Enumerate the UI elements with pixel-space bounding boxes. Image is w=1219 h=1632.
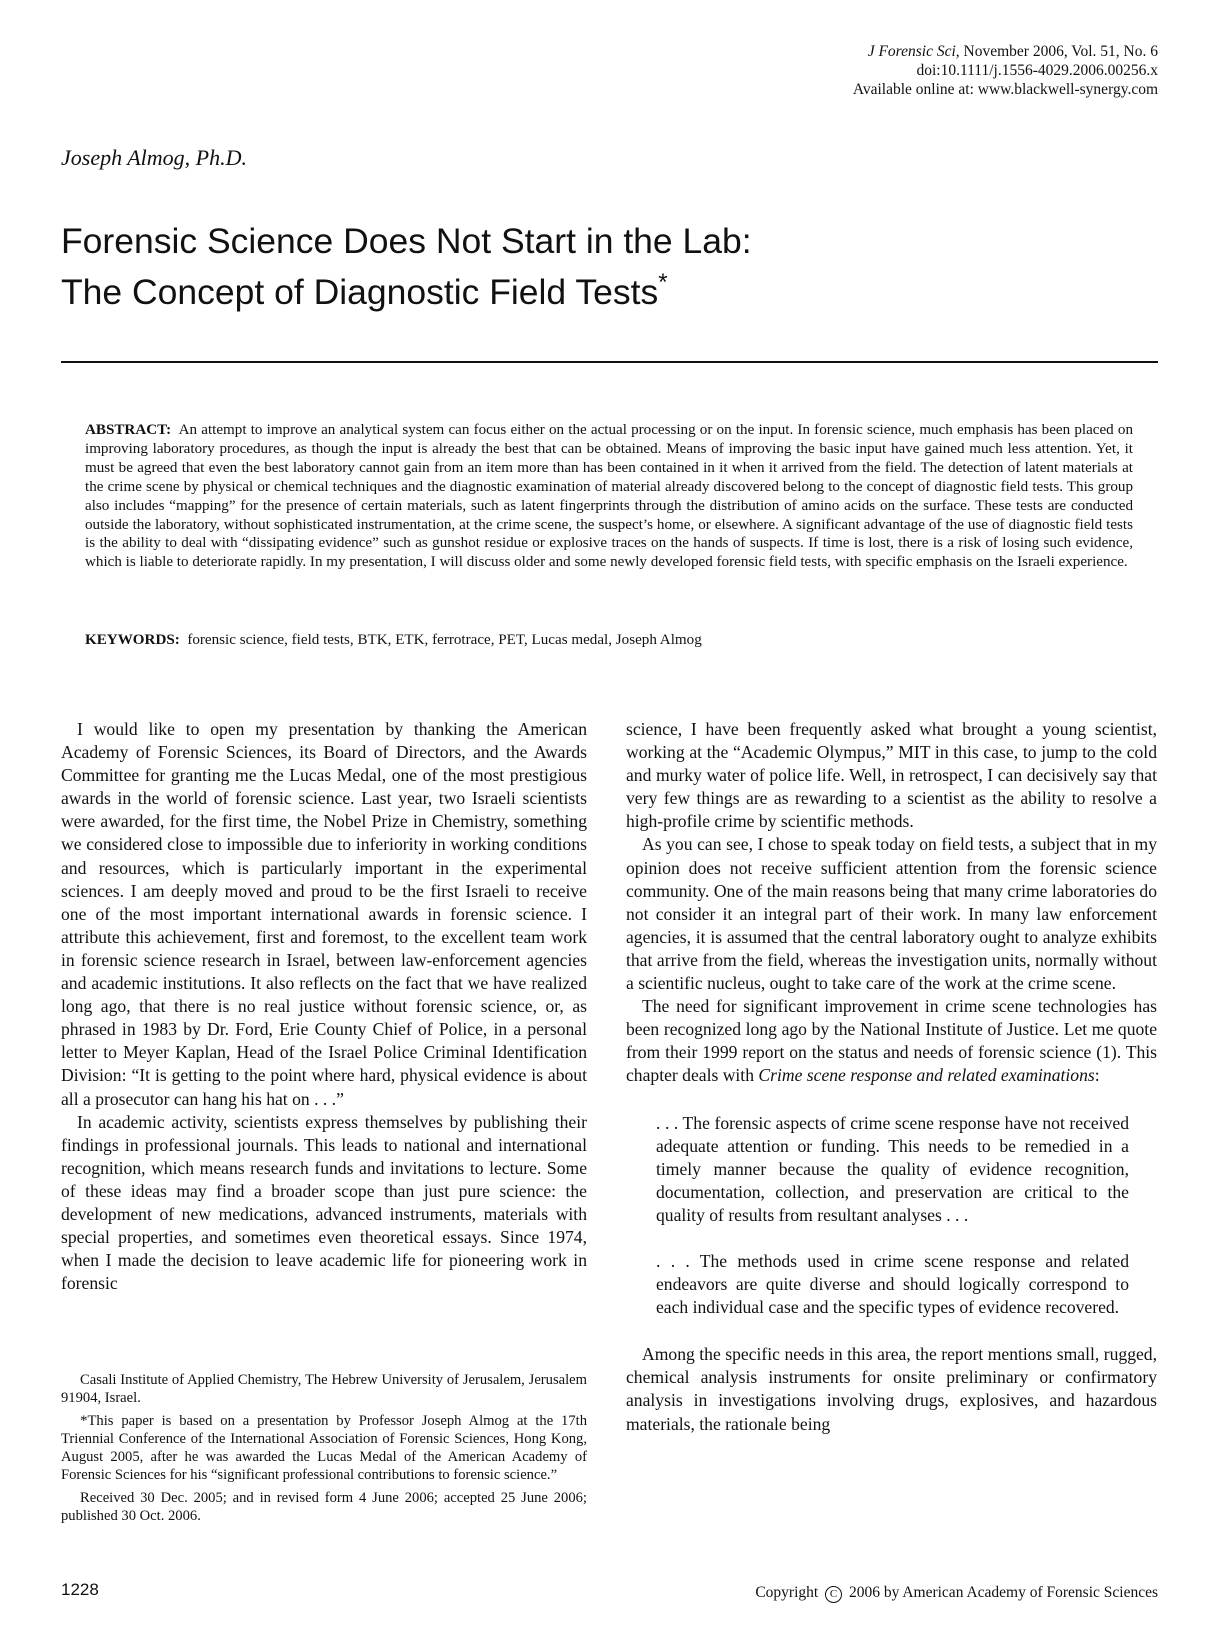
title-line-1: Forensic Science Does Not Start in the Lab: <box>61 221 752 261</box>
paper-title <box>61 220 1061 313</box>
copyright-symbol: C <box>825 1586 842 1603</box>
body-paragraph-3: As you can see, I chose to speak today on field tests, a subject that in my opinion does not receive sufficient attention from the forensic science community. One of the main reasons being that many crime laboratories do not consider it an integral part of their work. In many law enforcement agencies, it is assumed that the central laboratory ought to analyze exhibits that arrive from the field, whereas the investigation units, normally without a scientific nucleus, ought to take care of the work at the crime scene. <box>626 834 1157 994</box>
keywords <box>85 631 1133 650</box>
title-line-2-text: The Concept of Diagnostic Field Tests <box>61 272 659 312</box>
title-line-2 <box>61 262 1061 313</box>
abstract-text: An attempt to improve an analytical system can focus either on the actual processing or on the input. In forensic science, much emphasis has been placed on improving laboratory procedures, as though the input is already the best that can be obtained. Means of improving the basic input have gained much less attention. Yet, it must be agreed that even the best laboratory cannot gain from an item more than has been contained in it when it arrived from the field. The detection of latent materials at the crime scene by physical or chemical techniques and the diagnostic examination of material already discovered belong to the concept of diagnostic field tests. This group also includes “mapping” for the presence of certain materials, such as latent fingerprints through the distribution of amino acids on the surface. These tests are conducted outside the laboratory, without sophisticated instrumentation, at the crime scene, the suspect’s home, or elsewhere. A significant advantage of the use of diagnostic field tests is the ability to deal with “dissipating evidence” such as gunshot residue or explosive traces on the hands of suspects. If time is lost, there is a risk of losing such evidence, which is liable to deteriorate rapidly. In my presentation, I will discuss older and some newly developed forensic field tests, with specific emphasis on the Israeli experience. <box>85 422 1133 571</box>
footnote-presentation-text: This paper is based on a presentation by Professor Joseph Almog at the 17th Triennial Conference of the International Association of Forensic Sciences, Hong Kong, August 2005, after he was awarded the Lucas Medal of the American Academy of Forensic Sciences for his “significant professional contributions to forensic science.” <box>61 1413 587 1483</box>
author-name: Joseph Almog, Ph.D. <box>61 145 247 170</box>
journal-citation <box>598 42 1158 61</box>
block-quote-2: . . . The methods used in crime scene response and related endeavors are quite diverse and should logically correspond to each individual case and the specific types of evidence recovered. <box>656 1250 1129 1318</box>
body-column-left <box>61 718 587 1295</box>
abstract-label: ABSTRACT: <box>85 422 172 438</box>
body-paragraph-4-italic: Crime scene response and related examinations <box>758 1065 1095 1086</box>
body-paragraph-2: In academic activity, scientists express themselves by publishing their findings in professional journals. This leads to national and international recognition, which means research funds and invitations to lecture. Some of these ideas may find a broader scope than just pure science: the development of new medications, advanced instruments, materials with special properties, and sometimes even theoretical essays. Since 1974, when I made the decision to leave academic life for pioneering work in forensic <box>61 1111 587 1294</box>
copyright-word: Copyright <box>755 1584 819 1601</box>
footnote-received: Received 30 Dec. 2005; and in revised form 4 June 2006; accepted 25 June 2006; published 30 Oct. 2006. <box>61 1490 587 1524</box>
title-footnote-mark: * <box>658 269 668 296</box>
footnote-affiliation: Casali Institute of Applied Chemistry, The Hebrew University of Jerusalem, Jerusalem 91904, Israel. <box>61 1372 587 1406</box>
footnote-presentation <box>61 1412 587 1484</box>
footnote-star: * <box>80 1413 88 1429</box>
abstract <box>85 421 1133 572</box>
title-divider <box>61 361 1158 363</box>
body-column-right <box>626 718 1157 1436</box>
body-paragraph-5: Among the specific needs in this area, the report mentions small, rugged, chemical analysis instruments for onsite preliminary or confirmatory analysis in investigations involving drugs, explosives, and hazardous materials, the rationale being <box>626 1344 1157 1434</box>
block-quote-1: . . . The forensic aspects of crime scene response have not received adequate attention or funding. This needs to be remedied in a timely manner because the quality of evidence recognition, documentation, collection, and preservation are critical to the quality of results from resultant analyses . . . <box>656 1112 1129 1225</box>
body-paragraph-4-end: : <box>1094 1065 1100 1086</box>
available-online: Available online at: www.blackwell-synergy.com <box>852 81 1158 98</box>
keywords-text: forensic science, field tests, BTK, ETK, ferrotrace, PET, Lucas medal, Joseph Almog <box>187 632 702 648</box>
journal-info <box>598 42 1158 99</box>
page-number: 1228 <box>61 1580 99 1599</box>
body-paragraph-4 <box>626 995 1157 1087</box>
body-paragraph-1: I would like to open my presentation by thanking the American Academy of Forensic Sciences, its Board of Directors, and the Awards Committee for granting me the Lucas Medal, one of the most prestigious awards in the world of forensic science. Last year, two Israeli scientists were awarded, for the first time, the Nobel Prize in Chemistry, something we considered close to impossible due to inferiority in working conditions and resources, which is particularly important in the experimental sciences. I am deeply moved and proud to be the first Israeli to receive one of the most important international awards in forensic science. I attribute this achievement, first and foremost, to the excellent team work in forensic science research in Israel, between law-enforcement agencies and academic institutions. It also reflects on the fact that we have realized long ago, that there is no real justice without forensic science, or, as phrased in 1983 by Dr. Ford, Erie County Chief of Police, in a personal letter to Meyer Kaplan, Head of the Israel Police Criminal Identification Division: “It is getting to the point where hard, physical evidence is about all a prosecutor can hang his hat on . . .” <box>61 719 587 1109</box>
journal-name: J Forensic Sci, <box>867 43 960 60</box>
doi: doi:10.1111/j.1556-4029.2006.00256.x <box>916 62 1158 79</box>
body-paragraph-2-continued: science, I have been frequently asked what brought a young scientist, working at the “Academic Olympus,” MIT in this case, to jump to the cold and murky water of police life. Well, in retrospect, I can decisively say that very few things are as rewarding to a scientist as the ability to resolve a high-profile crime by scientific methods. <box>626 719 1157 832</box>
journal-issue: November 2006, Vol. 51, No. 6 <box>963 43 1158 60</box>
copyright-notice <box>755 1584 1158 1603</box>
body-paragraph-4-text: The need for significant improvement in crime scene technologies has been recognized long ago by the National Institute of Justice. Let me quote from their 1999 report on the status and needs of forensic science (1). This chapter deals with <box>626 996 1157 1086</box>
copyright-text: 2006 by American Academy of Forensic Sciences <box>848 1584 1158 1601</box>
keywords-label: KEYWORDS: <box>85 632 180 648</box>
footnotes <box>61 1371 587 1530</box>
